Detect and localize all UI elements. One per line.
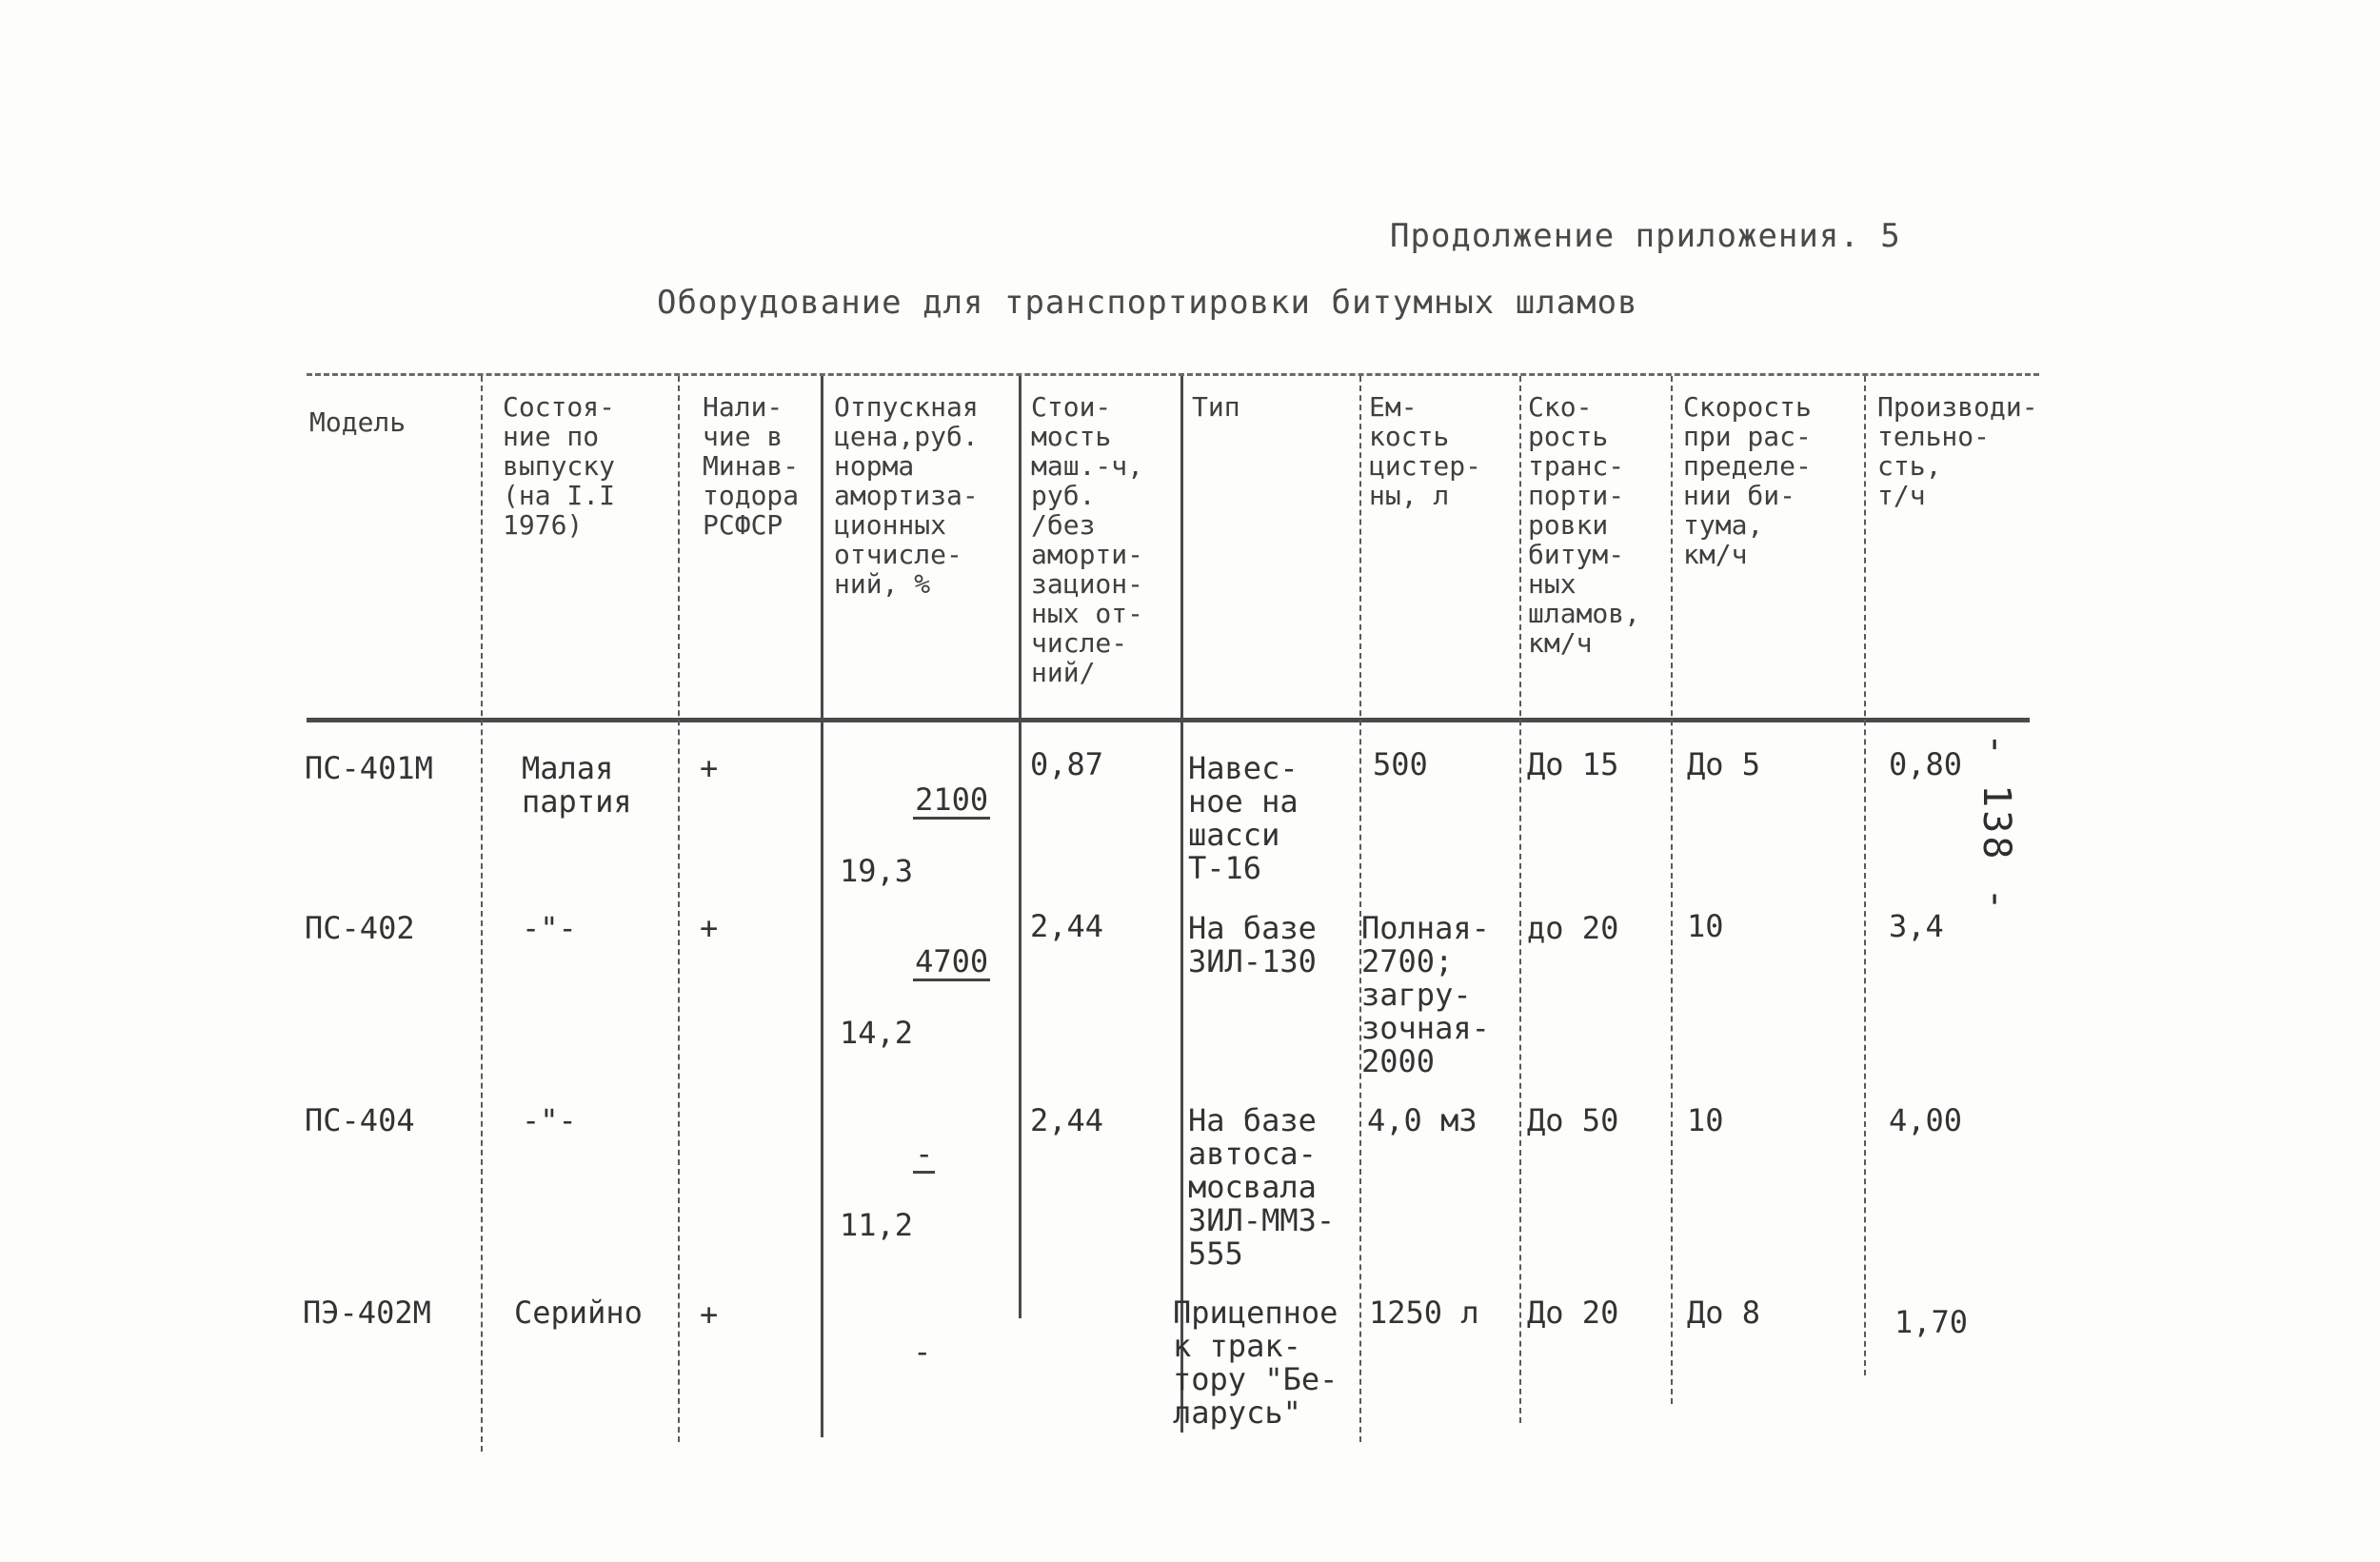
table-row-productivity: 1,70: [1894, 1304, 1969, 1340]
table-row-status: -"-: [522, 1102, 577, 1138]
table-row-capacity: 500: [1373, 746, 1428, 782]
header-model: Модель: [309, 406, 407, 438]
table-row-type: На базе автоса- мосвала ЗИЛ-ММЗ- 555: [1188, 1102, 1336, 1272]
table-row-status: Малая партия: [522, 750, 632, 820]
column-divider: [1671, 376, 1673, 1404]
header-machine-hour-cost: Стои- мость маш.-ч, руб. /без аморти- зацион- ных от- числе- ний/: [1031, 391, 1144, 688]
table-row-capacity: Полная- 2700; загру- зочная- 2000: [1361, 910, 1490, 1079]
table-row-status: -"-: [522, 910, 577, 946]
table-row-transport-speed: До 20: [1527, 1295, 1619, 1331]
table-row-type: На базе ЗИЛ-130: [1188, 910, 1317, 979]
table-row-price: [840, 1102, 935, 1311]
table-row-spread-speed: 10: [1687, 908, 1724, 944]
header-status: Состоя- ние по выпуску (на I.I 1976): [503, 391, 616, 541]
table-row-model: ПС-404: [305, 1102, 415, 1138]
column-divider: [1359, 376, 1361, 1442]
column-divider: [481, 376, 483, 1452]
table-row-cost: 2,44: [1030, 908, 1104, 944]
table-row-price: [840, 1300, 931, 1472]
table-row-productivity: 4,00: [1889, 1102, 1963, 1138]
table-row-status: Серийно: [514, 1295, 643, 1331]
table-top-rule: [307, 373, 2039, 376]
header-price: Отпускная цена,руб. норма амортиза- ционных отчисле- ний, %: [834, 391, 979, 600]
table-row-spread-speed: До 5: [1687, 746, 1761, 782]
table-row-type: Прицепное к трак- тору "Бе- ларусь": [1173, 1295, 1339, 1431]
column-divider: [1019, 376, 1021, 1318]
table-row-productivity: 0,80: [1889, 746, 1963, 782]
depreciation-value: 19,3: [840, 853, 914, 889]
table-row-price: [840, 910, 990, 1118]
column-divider: [821, 376, 823, 1437]
column-divider: [1519, 376, 1521, 1423]
table-row-availability: +: [700, 750, 719, 786]
header-spread-speed: Скорость при рас- пределе- нии би- тума, км/ч: [1683, 391, 1812, 570]
header-type: Тип: [1192, 391, 1240, 423]
depreciation-value: 11,2: [840, 1207, 914, 1243]
table-row-cost: 2,44: [1030, 1102, 1104, 1138]
table-row-type: Навес- ное на шасси Т-16: [1188, 750, 1299, 886]
table-row-model: ПС-402: [305, 910, 415, 946]
price-value: -: [913, 1334, 932, 1370]
table-row-productivity: 3,4: [1889, 908, 1944, 944]
page-number: - 138 -: [1974, 733, 2018, 914]
table-row-transport-speed: до 20: [1527, 910, 1619, 946]
table-row-spread-speed: 10: [1687, 1102, 1724, 1138]
price-value: 2100: [915, 781, 989, 818]
table-row-availability: +: [700, 910, 719, 946]
header-transport-speed: Ско- рость транс- порти- ровки битум- ных шламов, км/ч: [1528, 391, 1641, 659]
continuation-header: Продолжение приложения. 5: [1390, 217, 1901, 255]
table-row-model: ПС-401М: [305, 750, 433, 786]
column-divider: [678, 376, 680, 1442]
column-divider: [1864, 376, 1866, 1375]
header-availability: Нали- чие в Минав- тодора РСФСР: [703, 391, 800, 541]
table-row-cost: 0,87: [1030, 746, 1104, 782]
header-productivity: Производи- тельно- сть, т/ч: [1877, 391, 2038, 511]
header-bottom-rule: [307, 718, 2030, 722]
table-row-transport-speed: До 50: [1527, 1102, 1619, 1138]
header-tank-capacity: Ем- кость цистер- ны, л: [1369, 391, 1482, 511]
table-row-model: ПЭ-402М: [303, 1295, 431, 1331]
price-value: -: [915, 1136, 934, 1172]
table-row-availability: +: [700, 1296, 719, 1333]
table-row-spread-speed: До 8: [1687, 1295, 1761, 1331]
document-title: Оборудование для транспортировки битумных шламов: [657, 284, 1638, 322]
price-value: 4700: [915, 943, 989, 979]
table-row-transport-speed: До 15: [1527, 746, 1619, 782]
table-row-capacity: 4,0 м3: [1367, 1102, 1478, 1138]
depreciation-value: 14,2: [840, 1015, 914, 1051]
table-row-capacity: 1250 л: [1369, 1295, 1479, 1331]
column-divider: [1180, 376, 1183, 1433]
